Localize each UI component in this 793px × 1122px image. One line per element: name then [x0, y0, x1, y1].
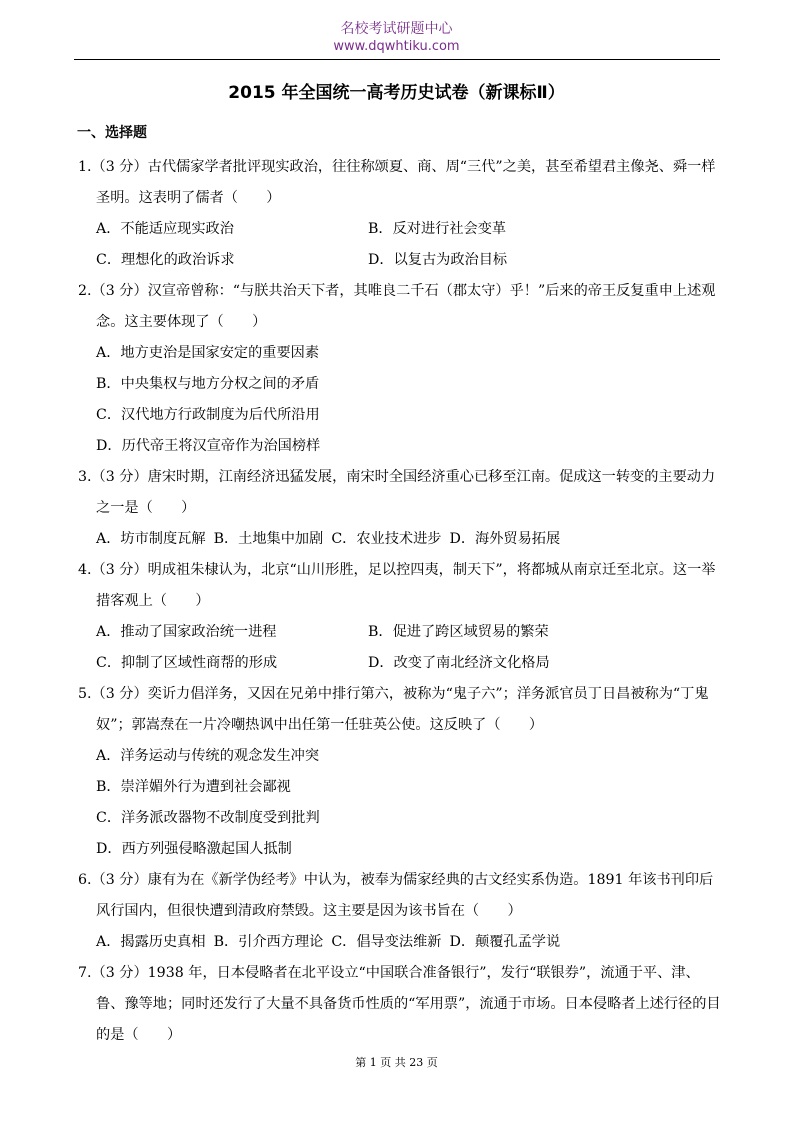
question-list [78, 152, 723, 1051]
option-list [96, 927, 723, 958]
question-stem: 2.（3 分）汉宣帝曾称：“与朕共治天下者，其唯良二千石（郡太守）乎！”后来的帝王反复重申上述观念。这主要体现了（ ） [78, 283, 716, 330]
option-a: A．推动了国家政治统一进程 [96, 624, 277, 640]
question-stem: 3.（3 分）唐宋时期，江南经济迅猛发展，南宋时全国经济重心已移至江南。促成这一转变的主要动力之一是（ ） [78, 469, 716, 516]
question-2 [78, 276, 723, 462]
question-stem: 4.（3 分）明成祖朱棣认为，北京“山川形胜，足以控四夷，制天下”，将都城从南京迁至北京。这一举措客观上（ ） [78, 562, 716, 609]
section-heading: 一、选择题 [77, 125, 147, 141]
option-c: C．抑制了区域性商帮的形成 [96, 655, 278, 671]
option-row [96, 772, 723, 803]
option-row [96, 834, 723, 865]
option-b: B．引介西方理论 [213, 934, 324, 950]
option-list [96, 524, 723, 555]
option-row [96, 245, 723, 276]
option-row [96, 648, 723, 679]
option-b: B．中央集权与地方分权之间的矛盾 [96, 376, 320, 392]
option-list [96, 617, 723, 679]
option-a: A．洋务运动与传统的观念发生冲突 [96, 748, 320, 764]
option-d: D．改变了南北经济文化格局 [368, 655, 550, 671]
header-divider [74, 59, 720, 60]
option-row [96, 400, 723, 431]
question-7 [78, 958, 723, 1051]
question-stem: 6.（3 分）康有为在《新学伪经考》中认为，被奉为儒家经典的古文经实系伪造。1891 年该书刊印后风行国内，但很快遭到清政府禁毁。这主要是因为该书旨在（ ） [78, 872, 714, 919]
question-5 [78, 679, 723, 865]
option-d: D．以复古为政治目标 [368, 252, 508, 268]
option-row [96, 524, 723, 555]
option-d: D．西方列强侵略激起国人抵制 [96, 841, 292, 857]
option-b: B．崇洋媚外行为遭到社会鄙视 [96, 779, 291, 795]
option-d: D．历代帝王将汉宣帝作为治国榜样 [96, 438, 321, 454]
option-a: A．坊市制度瓦解 [96, 531, 206, 547]
option-b: B．反对进行社会变革 [368, 221, 507, 237]
question-4 [78, 555, 723, 679]
header-watermark [0, 20, 793, 55]
page-footer: 第 1 页 共 23 页 [355, 1056, 438, 1069]
document-title: 2015 年全国统一高考历史试卷（新课标Ⅱ） [228, 83, 565, 103]
option-c: C．倡导变法维新 [331, 934, 442, 950]
option-row [96, 617, 723, 648]
option-row [96, 803, 723, 834]
option-list [96, 214, 723, 276]
option-row [96, 741, 723, 772]
option-list [96, 338, 723, 462]
option-d: D．海外贸易拓展 [449, 531, 561, 547]
option-row [96, 369, 723, 400]
option-d: D．颠覆孔孟学说 [449, 934, 561, 950]
option-row [96, 338, 723, 369]
question-stem: 7.（3 分）1938 年，日本侵略者在北平设立“中国联合准备银行”，发行“联银券”，流通于平、津、鲁、豫等地；同时还发行了大量不具备货币性质的“军用票”，流通于市场。日本侵略者上述行径的目的是（ ） [78, 965, 721, 1043]
option-b: B．土地集中加剧 [213, 531, 324, 547]
question-1 [78, 152, 723, 276]
option-b: B．促进了跨区域贸易的繁荣 [368, 624, 549, 640]
option-row [96, 927, 723, 958]
option-list [96, 741, 723, 865]
question-3 [78, 462, 723, 555]
question-stem: 5.（3 分）奕䜣力倡洋务，又因在兄弟中排行第六，被称为“鬼子六”；洋务派官员丁日昌被称为“丁鬼奴”；郭嵩焘在一片冷嘲热讽中出任第一任驻英公使。这反映了（ ） [78, 686, 709, 733]
header-site-url: www.dqwhtiku.com [333, 39, 460, 54]
question-6 [78, 865, 723, 958]
option-a: A．揭露历史真相 [96, 934, 206, 950]
option-a: A．地方吏治是国家安定的重要因素 [96, 345, 320, 361]
option-a: A．不能适应现实政治 [96, 221, 234, 237]
question-stem: 1.（3 分）古代儒家学者批评现实政治，往往称颂夏、商、周“三代”之美，甚至希望君主像尧、舜一样圣明。这表明了儒者（ ） [78, 159, 716, 206]
header-site-name: 名校考试研题中心 [340, 21, 453, 37]
option-row [96, 214, 723, 245]
option-c: C．理想化的政治诉求 [96, 252, 235, 268]
option-row [96, 431, 723, 462]
option-c: C．洋务派改器物不改制度受到批判 [96, 810, 320, 826]
option-c: C．汉代地方行政制度为后代所沿用 [96, 407, 320, 423]
option-c: C．农业技术进步 [331, 531, 442, 547]
